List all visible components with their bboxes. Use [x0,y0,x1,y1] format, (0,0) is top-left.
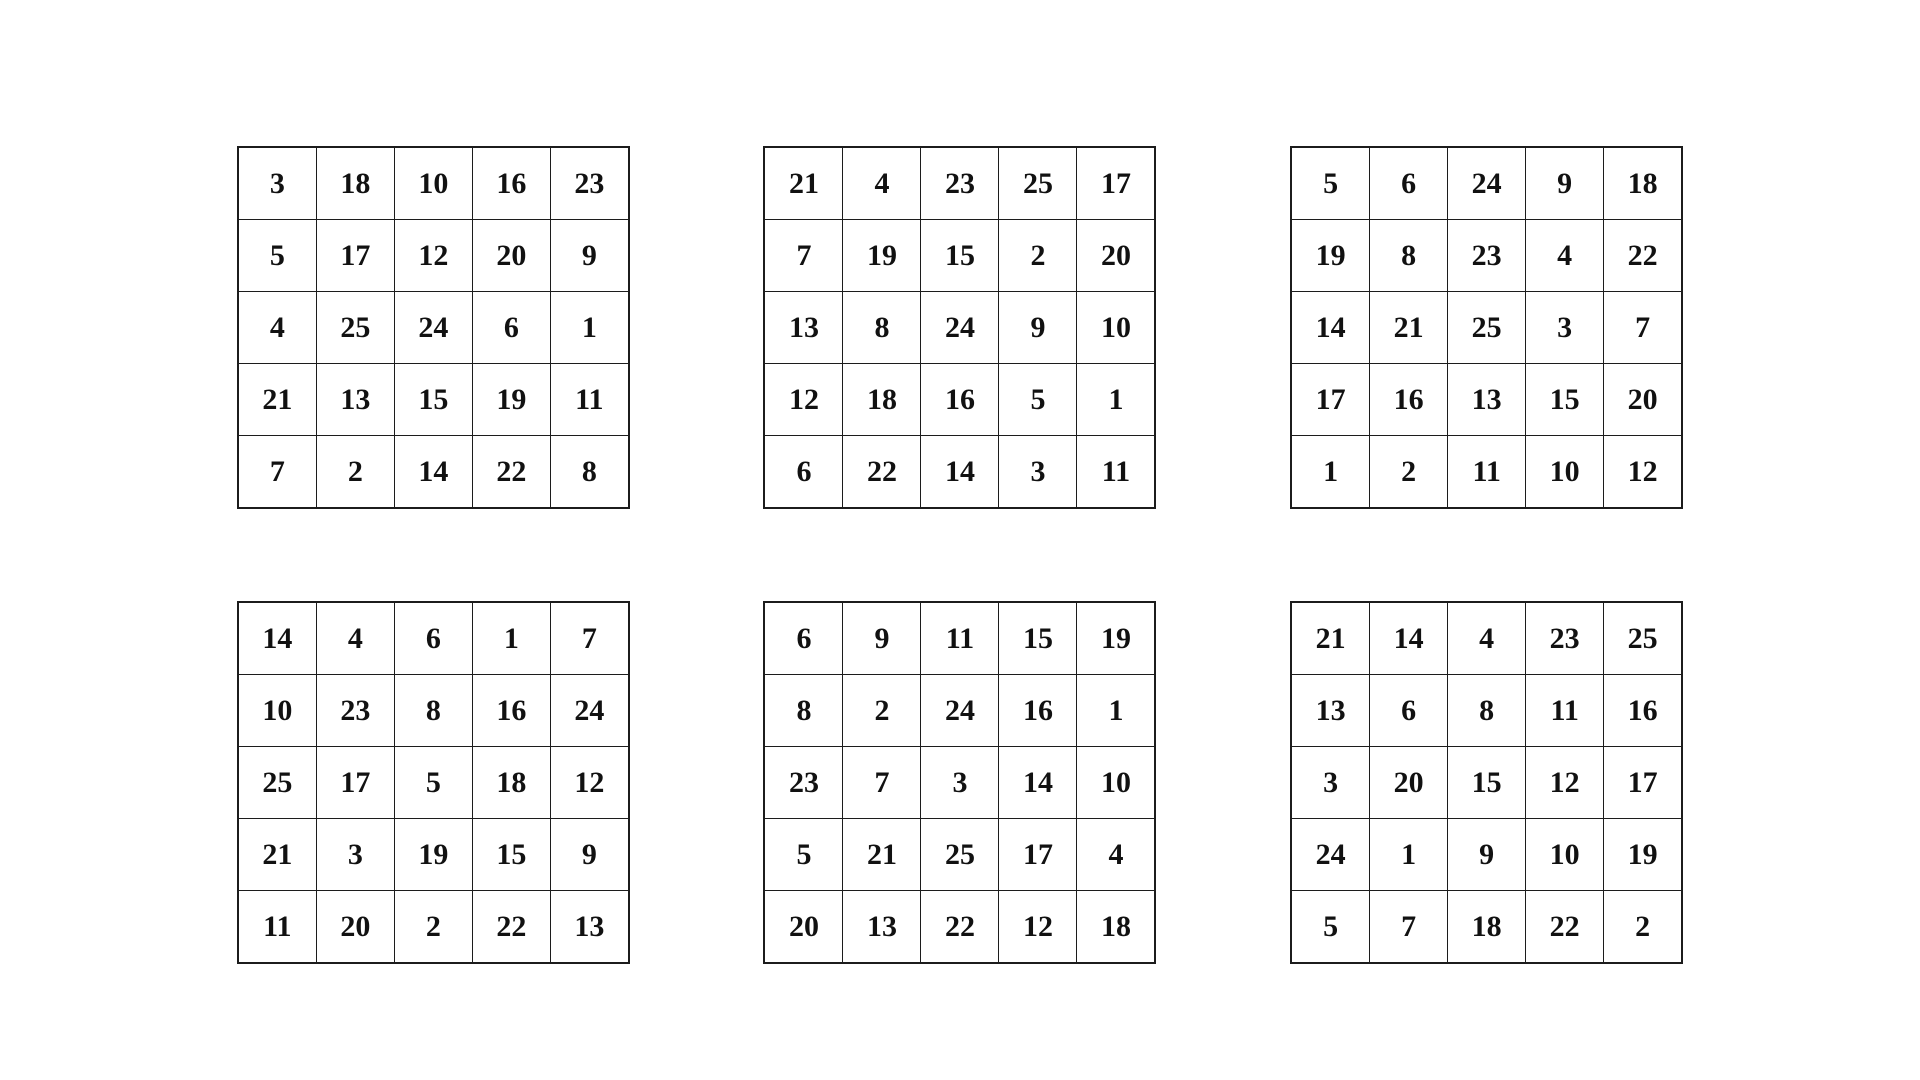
grid-cell[interactable]: 17 [1291,364,1370,436]
grid-cell[interactable]: 20 [1370,747,1448,819]
grid-cell[interactable]: 1 [1077,675,1156,747]
grid-cell[interactable]: 6 [1370,147,1448,220]
grid-cell[interactable]: 15 [1448,747,1526,819]
grid-cell[interactable]: 22 [472,436,550,509]
grid-cell[interactable]: 12 [394,220,472,292]
grid-cell[interactable]: 18 [316,147,394,220]
grid-cell[interactable]: 19 [1604,819,1683,891]
grid-cell[interactable]: 18 [1077,891,1156,964]
grid-cell[interactable]: 16 [472,147,550,220]
grid-cell[interactable]: 18 [1448,891,1526,964]
grid-cell[interactable]: 11 [1077,436,1156,509]
grid-cell[interactable]: 20 [316,891,394,964]
grid-cell[interactable]: 13 [550,891,629,964]
grid-row [1291,364,1682,436]
grid-cell[interactable]: 10 [1077,292,1156,364]
grid-cell[interactable]: 6 [472,292,550,364]
grid-cell[interactable]: 4 [238,292,317,364]
grid-cell[interactable]: 23 [921,147,999,220]
grid-cell[interactable]: 8 [764,675,843,747]
grid-cell[interactable]: 16 [472,675,550,747]
grid-cell[interactable]: 9 [550,819,629,891]
grid-slot-4 [170,555,697,1010]
grid-cell[interactable]: 23 [550,147,629,220]
grid-cell[interactable]: 17 [316,220,394,292]
grid-cell[interactable]: 24 [394,292,472,364]
grid-cell[interactable]: 16 [1604,675,1683,747]
grid-cell[interactable]: 17 [1604,747,1683,819]
grid-cell[interactable]: 24 [921,675,999,747]
grid-cell[interactable]: 10 [1077,747,1156,819]
grid-cell[interactable]: 5 [1291,147,1370,220]
grid-cell[interactable]: 18 [472,747,550,819]
grid-cell[interactable]: 2 [316,436,394,509]
grid-row [764,364,1155,436]
number-grid-1 [237,146,630,509]
grid-cell[interactable]: 3 [238,147,317,220]
grid-cell[interactable]: 2 [394,891,472,964]
grid-cell[interactable]: 2 [1604,891,1683,964]
grid-cell[interactable]: 15 [999,602,1077,675]
grid-cell[interactable]: 20 [472,220,550,292]
grid-cell[interactable]: 8 [1370,220,1448,292]
number-grid-3 [1290,146,1683,509]
grid-cell[interactable]: 10 [1526,819,1604,891]
grid-row [1291,220,1682,292]
grid-row [764,220,1155,292]
grid-cell[interactable]: 7 [764,220,843,292]
grid-cell[interactable]: 21 [238,819,317,891]
grid-cell[interactable]: 25 [1604,602,1683,675]
grid-cell[interactable]: 15 [472,819,550,891]
grid-cell[interactable]: 14 [394,436,472,509]
grid-cell[interactable]: 14 [999,747,1077,819]
grid-cell[interactable]: 8 [843,292,921,364]
grid-cell[interactable]: 21 [1370,292,1448,364]
grid-cell[interactable]: 14 [1370,602,1448,675]
grid-cell[interactable]: 4 [1526,220,1604,292]
grid-cell[interactable]: 5 [764,819,843,891]
grid-row [1291,292,1682,364]
grid-cell[interactable]: 22 [921,891,999,964]
grid-cell[interactable]: 6 [764,436,843,509]
grid-cell[interactable]: 6 [394,602,472,675]
grid-cell[interactable]: 9 [1526,147,1604,220]
grid-cell[interactable]: 9 [1448,819,1526,891]
grid-row [238,819,629,891]
grid-cell[interactable]: 21 [843,819,921,891]
grid-cell[interactable]: 13 [1448,364,1526,436]
grid-cell[interactable]: 25 [316,292,394,364]
grid-row [764,747,1155,819]
grid-cell[interactable]: 25 [1448,292,1526,364]
grid-cell[interactable]: 18 [1604,147,1683,220]
grid-cell[interactable]: 3 [1526,292,1604,364]
number-grid-5 [763,601,1156,964]
grid-slot-3 [1223,100,1750,555]
grid-cell[interactable]: 1 [472,602,550,675]
grid-row [764,891,1155,964]
grid-row [764,436,1155,509]
grid-row [238,364,629,436]
grid-row [238,602,629,675]
grid-cell[interactable]: 13 [1291,675,1370,747]
grid-cell[interactable]: 18 [843,364,921,436]
grid-cell[interactable]: 12 [1526,747,1604,819]
grid-cell[interactable]: 14 [238,602,317,675]
grid-cell[interactable]: 11 [1448,436,1526,509]
grid-cell[interactable]: 15 [394,364,472,436]
grid-cell[interactable]: 22 [472,891,550,964]
grid-cell[interactable]: 7 [550,602,629,675]
grid-slot-2 [697,100,1224,555]
grid-cell[interactable]: 25 [921,819,999,891]
grid-cell[interactable]: 7 [1370,891,1448,964]
grid-cell[interactable]: 23 [1448,220,1526,292]
grid-cell[interactable]: 23 [316,675,394,747]
grid-cell[interactable]: 8 [394,675,472,747]
grid-cell[interactable]: 3 [921,747,999,819]
grid-cell[interactable]: 9 [999,292,1077,364]
grid-cell[interactable]: 22 [1604,220,1683,292]
grid-row [764,819,1155,891]
grid-row [238,292,629,364]
grid-cell[interactable]: 24 [921,292,999,364]
grid-slot-5 [697,555,1224,1010]
grid-cell[interactable]: 4 [1077,819,1156,891]
grid-row [238,220,629,292]
grid-cell[interactable]: 11 [238,891,317,964]
grid-cell[interactable]: 24 [1448,147,1526,220]
grid-row [1291,675,1682,747]
grid-row [764,675,1155,747]
grid-row [238,436,629,509]
grid-row [238,675,629,747]
grid-cell[interactable]: 21 [764,147,843,220]
grid-row [238,891,629,964]
grid-cell[interactable]: 20 [1604,364,1683,436]
grid-cell[interactable]: 7 [1604,292,1683,364]
grid-row [1291,819,1682,891]
grid-cell[interactable]: 21 [238,364,317,436]
grid-cell[interactable]: 24 [550,675,629,747]
grid-row [238,747,629,819]
grid-cell[interactable]: 16 [921,364,999,436]
grid-cell[interactable]: 2 [999,220,1077,292]
grid-cell[interactable]: 13 [843,891,921,964]
grid-cell[interactable]: 4 [843,147,921,220]
grid-cell[interactable]: 25 [999,147,1077,220]
grid-cell[interactable]: 1 [1370,819,1448,891]
grid-cell[interactable]: 3 [999,436,1077,509]
grid-cell[interactable]: 23 [764,747,843,819]
grid-cell[interactable]: 14 [921,436,999,509]
grid-cell[interactable]: 24 [1291,819,1370,891]
grid-cell[interactable]: 17 [1077,147,1156,220]
grid-row [764,147,1155,220]
grid-cell[interactable]: 12 [550,747,629,819]
grid-row [764,292,1155,364]
grid-cell[interactable]: 6 [1370,675,1448,747]
grid-cell[interactable]: 17 [999,819,1077,891]
grid-cell[interactable]: 19 [472,364,550,436]
grid-cell[interactable]: 1 [550,292,629,364]
grid-cell[interactable]: 11 [921,602,999,675]
grid-cell[interactable]: 4 [316,602,394,675]
grid-cell[interactable]: 1 [1077,364,1156,436]
grid-row [764,602,1155,675]
grid-cell[interactable]: 13 [764,292,843,364]
grid-cell[interactable]: 2 [1370,436,1448,509]
grid-cell[interactable]: 14 [1291,292,1370,364]
grid-cell[interactable]: 5 [238,220,317,292]
grid-cell[interactable]: 9 [843,602,921,675]
grid-cell[interactable]: 5 [394,747,472,819]
grid-cell[interactable]: 1 [1291,436,1370,509]
grid-cell[interactable]: 11 [1526,675,1604,747]
grid-cell[interactable]: 22 [1526,891,1604,964]
grid-cell[interactable]: 12 [1604,436,1683,509]
grid-cell[interactable]: 4 [1448,602,1526,675]
grid-row [1291,891,1682,964]
grid-cell[interactable]: 15 [1526,364,1604,436]
grid-row [1291,602,1682,675]
grid-cell[interactable]: 8 [1448,675,1526,747]
grid-cell[interactable]: 10 [394,147,472,220]
grid-cell[interactable]: 11 [550,364,629,436]
grid-row [1291,436,1682,509]
grid-cell[interactable]: 22 [843,436,921,509]
grid-cell[interactable]: 6 [764,602,843,675]
grid-cell[interactable]: 3 [1291,747,1370,819]
grid-cell[interactable]: 19 [1077,602,1156,675]
grid-cell[interactable]: 3 [316,819,394,891]
grid-slot-6 [1223,555,1750,1010]
grid-cell[interactable]: 12 [999,891,1077,964]
grid-cell[interactable]: 10 [1526,436,1604,509]
grid-cell[interactable]: 5 [1291,891,1370,964]
grid-cell[interactable]: 15 [921,220,999,292]
grid-cell[interactable]: 19 [394,819,472,891]
grid-row [238,147,629,220]
grid-cell[interactable]: 10 [238,675,317,747]
grid-cell[interactable]: 19 [843,220,921,292]
grid-cell[interactable]: 20 [1077,220,1156,292]
number-grid-6 [1290,601,1683,964]
grid-cell[interactable]: 13 [316,364,394,436]
grid-cell[interactable]: 12 [764,364,843,436]
grid-cell[interactable]: 16 [1370,364,1448,436]
grid-cell[interactable]: 17 [316,747,394,819]
grid-slot-1 [170,100,697,555]
grid-row [1291,747,1682,819]
number-grid-2 [763,146,1156,509]
grid-cell[interactable]: 21 [1291,602,1370,675]
grid-cell[interactable]: 16 [999,675,1077,747]
grid-cell[interactable]: 20 [764,891,843,964]
grid-cell[interactable]: 23 [1526,602,1604,675]
grid-cell[interactable]: 7 [238,436,317,509]
grid-cell[interactable]: 9 [550,220,629,292]
grid-row [1291,147,1682,220]
grid-cell[interactable]: 8 [550,436,629,509]
grid-cell[interactable]: 25 [238,747,317,819]
grid-cell[interactable]: 2 [843,675,921,747]
grid-cell[interactable]: 5 [999,364,1077,436]
grid-cell[interactable]: 19 [1291,220,1370,292]
number-grid-4 [237,601,630,964]
grid-cell[interactable]: 7 [843,747,921,819]
